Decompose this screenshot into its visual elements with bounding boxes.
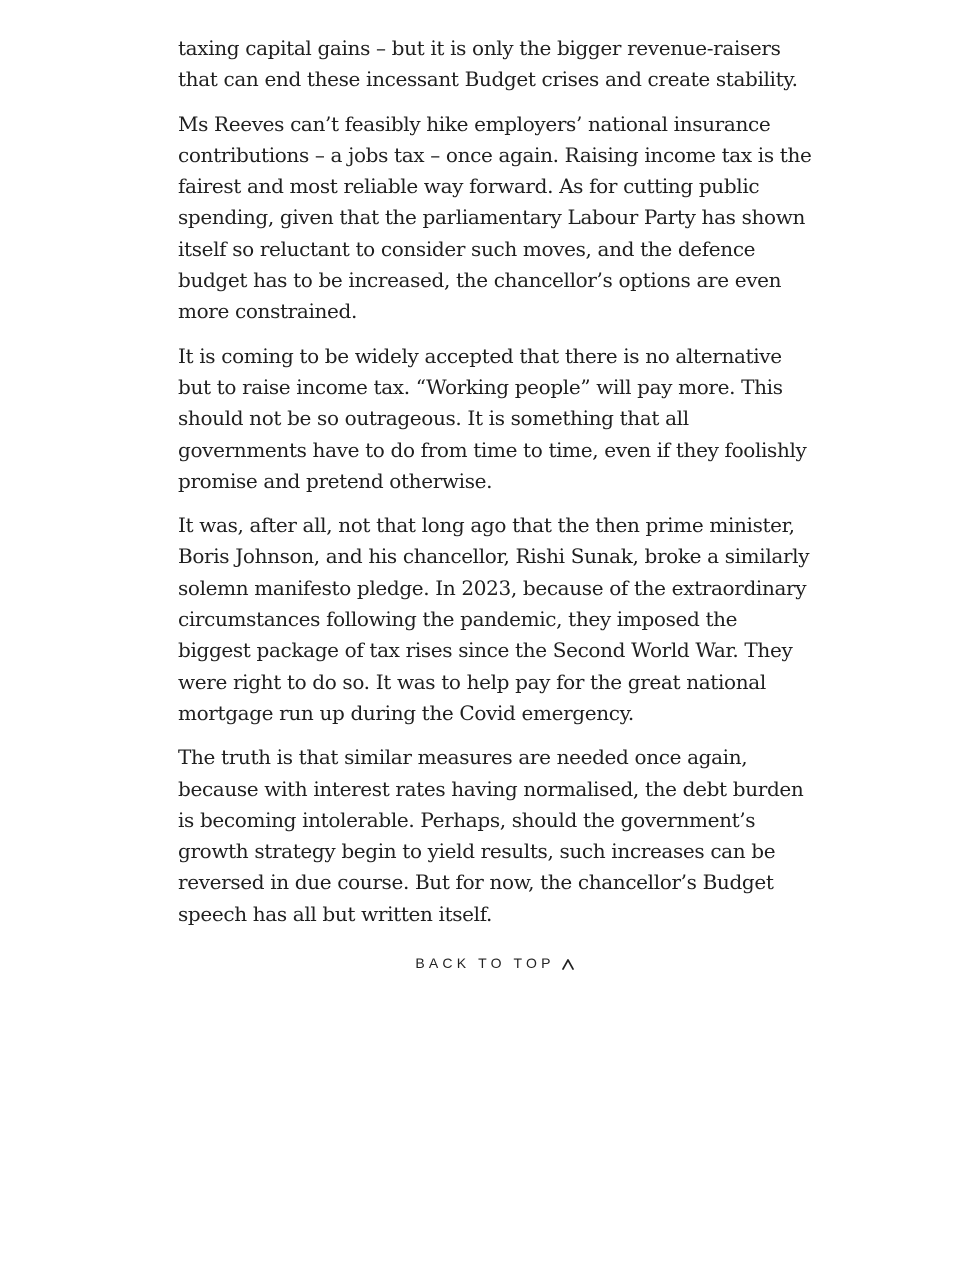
article-paragraph [178,109,812,328]
text-line: solemn manifesto pledge. In 2023, because of the extraordinary [178,575,807,600]
caret-up-icon [561,957,575,971]
text-line: budget has to be increased, the chancellor’s options are even [178,268,782,293]
text-line: speech has all but written itself. [178,901,493,926]
text-line: It is coming to be widely accepted that there is no alternative [178,343,782,368]
text-line: were right to do so. It was to help pay for the great national [178,669,766,694]
text-line: fairest and most reliable way forward. As for cutting public [178,174,760,199]
article-paragraph [178,33,798,96]
back-to-top-label: BACK TO TOP [415,955,555,971]
text-line: biggest package of tax rises since the Second World War. They [178,638,793,663]
text-line: reversed in due course. But for now, the chancellor’s Budget [178,870,774,895]
back-to-top-link[interactable] [0,955,960,971]
text-line: more constrained. [178,299,357,324]
text-line: but to raise income tax. “Working people” will pay more. This [178,374,783,399]
article-paragraph [178,341,807,497]
text-line: spending, given that the parliamentary Labour Party has shown [178,205,806,230]
text-line: because with interest rates having normalised, the debt burden [178,776,804,801]
article-body [178,33,812,943]
text-line: is becoming intolerable. Perhaps, should the government’s [178,807,756,832]
text-line: Boris Johnson, and his chancellor, Rishi Sunak, broke a similarly [178,544,810,569]
article-paragraph [178,510,810,729]
text-line: that can end these incessant Budget crises and create stability. [178,67,798,92]
text-line: circumstances following the pandemic, they imposed the [178,607,738,632]
text-line: taxing capital gains – but it is only the bigger revenue-raisers [178,36,781,60]
text-line: Ms Reeves can’t feasibly hike employers’ national insurance [178,111,771,136]
text-line: governments have to do from time to time, even if they foolishly [178,437,807,462]
text-line: itself so reluctant to consider such moves, and the defence [178,236,756,261]
text-line: It was, after all, not that long ago that the then prime minister, [178,513,795,538]
text-line: mortgage run up during the Covid emergency. [178,700,634,725]
text-line: promise and pretend otherwise. [178,468,493,493]
text-line: The truth is that similar measures are needed once again, [178,745,748,770]
text-line: growth strategy begin to yield results, such increases can be [178,839,776,864]
article-paragraph [178,742,804,930]
text-line: contributions – a jobs tax – once again. Raising income tax is the [178,142,812,167]
text-line: should not be so outrageous. It is something that all [178,406,689,431]
